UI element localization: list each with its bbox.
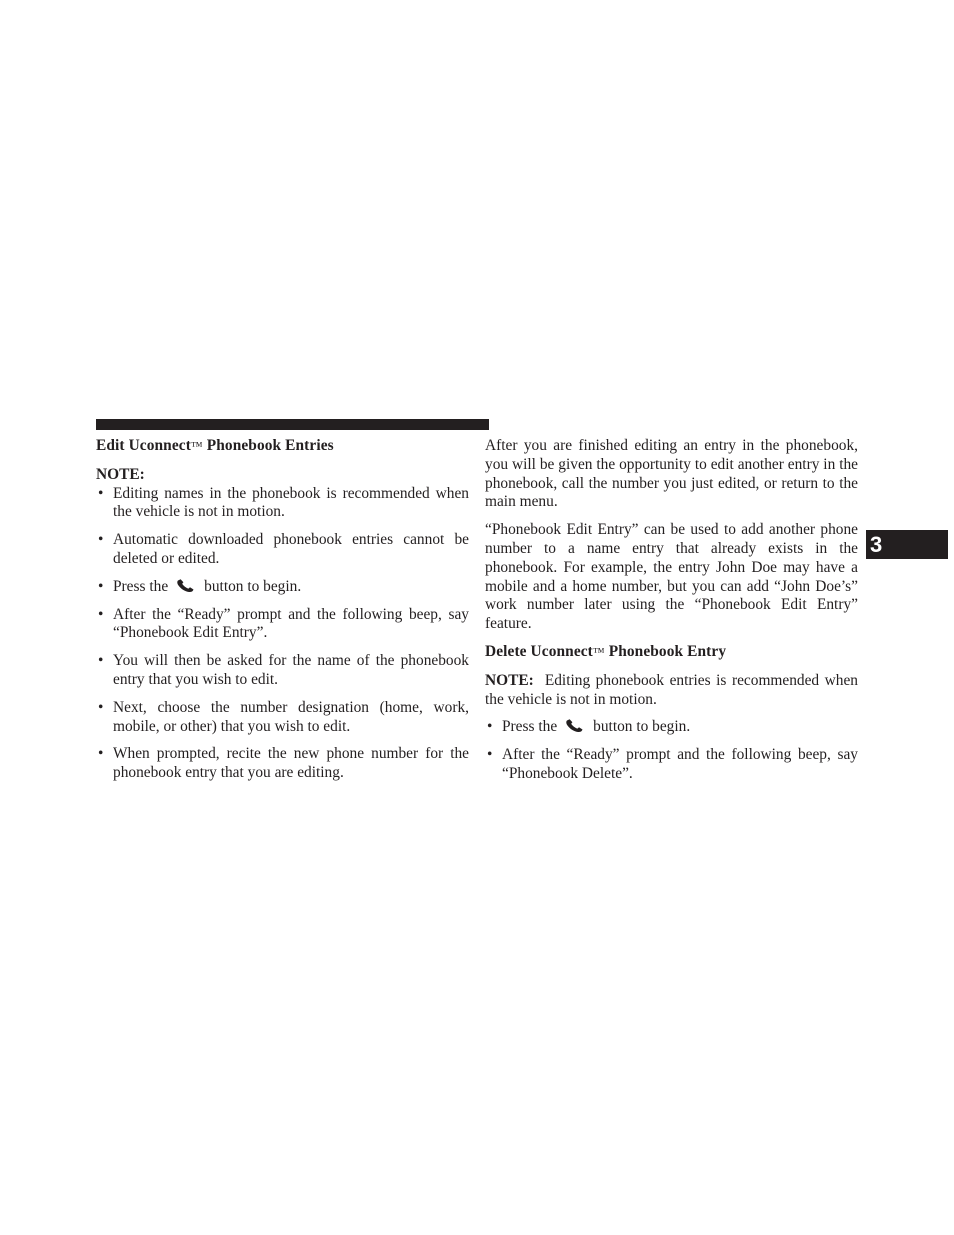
press-text-after: button to begin. — [593, 718, 691, 736]
list-item-text: You will then be asked for the name of the phonebook entry that you wish to edit. — [113, 652, 469, 688]
list-item — [96, 531, 469, 569]
list-item — [96, 699, 469, 737]
press-text: Press the — [502, 718, 558, 736]
delete-steps-list — [485, 718, 858, 783]
list-item-text: When prompted, recite the new phone number for the phonebook entry that you are editing. — [113, 745, 469, 782]
edit-steps-list — [96, 485, 469, 783]
list-item — [96, 745, 469, 783]
list-item — [485, 746, 858, 784]
heading-text-rest: Phonebook Entries — [202, 437, 334, 454]
heading-text: Delete Uconnect — [485, 642, 593, 660]
list-item-text: After the “Ready” prompt and the following beep, say “Phonebook Edit Entry”. — [113, 605, 469, 642]
bullet-icon: • — [98, 698, 104, 716]
press-text: Press the — [113, 577, 169, 595]
paragraph-after-editing: After you are finished editing an entry in the phonebook, you will be given the opportunity to edit another entry in the phonebook, call the number you just edited, or return to the main menu. — [485, 437, 858, 511]
press-text-after: button to begin. — [204, 577, 302, 595]
bullet-icon: • — [98, 484, 104, 502]
bullet-icon: • — [487, 746, 493, 764]
trademark-symbol: ™ — [592, 644, 605, 659]
note-paragraph — [485, 672, 858, 710]
phone-icon — [176, 579, 196, 593]
note-text: Editing phonebook entries is recommended when the vehicle is not in motion. — [485, 671, 859, 708]
list-item — [96, 606, 469, 644]
section-heading-delete — [485, 643, 858, 662]
list-item-text: Editing names in the phonebook is recommended when the vehicle is not in motion. — [113, 484, 469, 521]
phone-icon — [565, 719, 585, 733]
list-item — [96, 485, 469, 523]
list-item-text: Next, choose the number designation (home, work, mobile, or other) that you wish to edit. — [113, 698, 469, 735]
left-column — [96, 437, 469, 792]
note-label: NOTE: — [96, 465, 145, 483]
list-item — [485, 718, 858, 737]
list-item-text: Automatic downloaded phonebook entries cannot be deleted or edited. — [113, 531, 469, 567]
section-rule — [96, 419, 489, 430]
bullet-icon: • — [98, 605, 104, 623]
chapter-tab: 3 — [866, 530, 948, 559]
right-column — [485, 437, 858, 793]
paragraph-phonebook-edit-entry: “Phonebook Edit Entry” can be used to add another phone number to a name entry that already exists in the phonebook. For example, the entry John Doe may have a mobile and a home number, but you can add “John Doe’s” work number later using the “Phonebook Edit Entry” feature. — [485, 521, 858, 633]
bullet-icon: • — [98, 652, 104, 670]
bullet-icon: • — [98, 531, 104, 549]
bullet-icon: • — [98, 745, 104, 763]
list-item — [96, 652, 469, 690]
section-heading-edit — [96, 437, 469, 456]
bullet-icon: • — [98, 577, 104, 595]
list-item — [96, 578, 469, 597]
heading-text-rest: Phonebook Entry — [604, 642, 727, 660]
list-item-text: After the “Ready” prompt and the following beep, say “Phonebook Delete”. — [502, 746, 858, 782]
heading-text: Edit Uconnect — [96, 437, 191, 454]
note-label: NOTE: — [485, 671, 534, 689]
trademark-symbol: ™ — [190, 439, 203, 453]
bullet-icon: • — [487, 718, 493, 736]
